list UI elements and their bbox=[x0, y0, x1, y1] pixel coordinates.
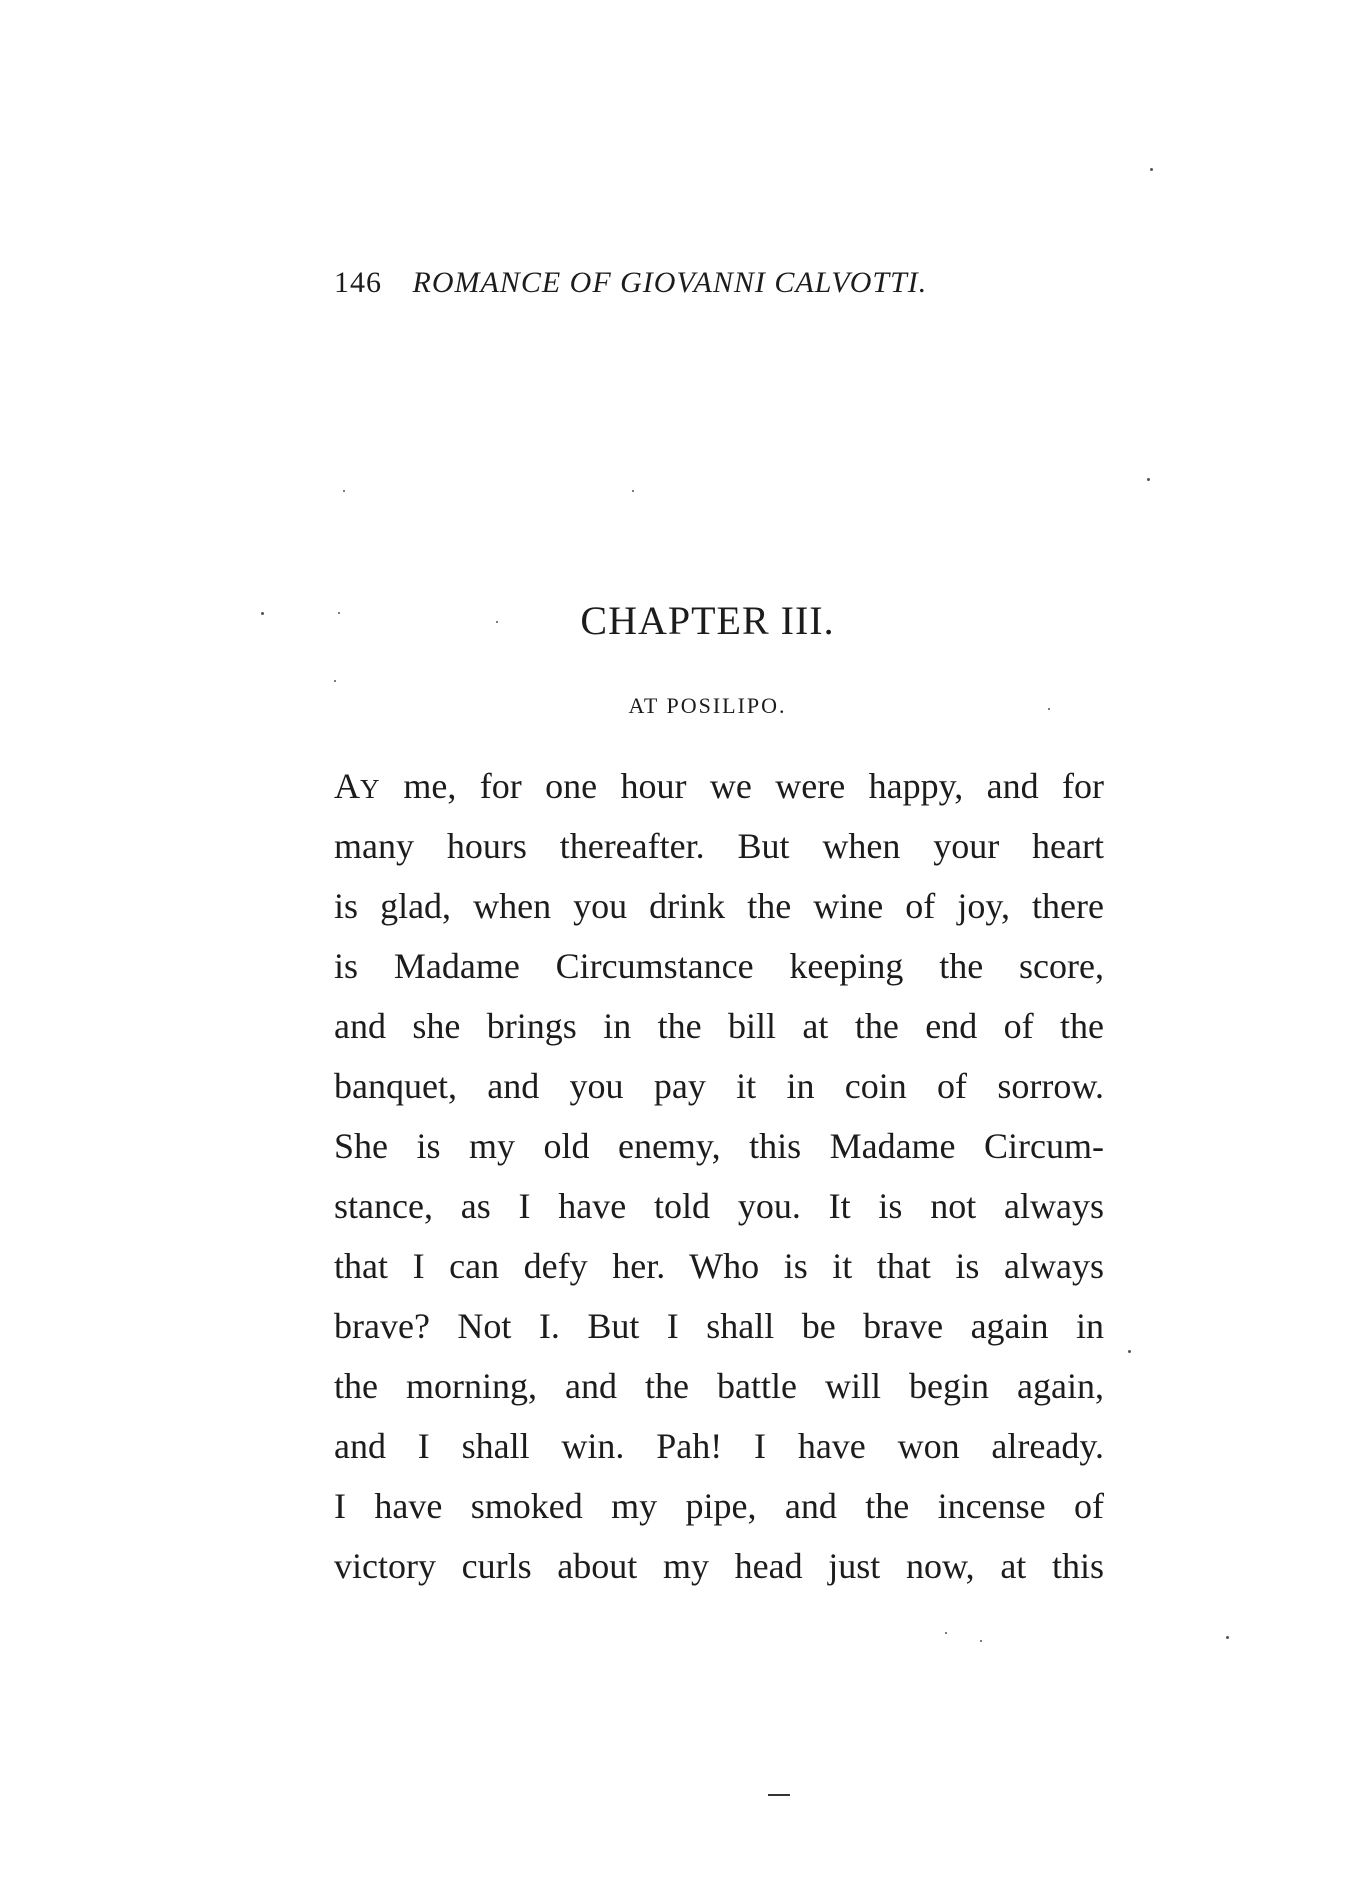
initial-smallcap: Y bbox=[360, 774, 380, 804]
body-line-text: me, for one hour we were happy, and for bbox=[380, 766, 1104, 806]
scan-speck bbox=[496, 621, 498, 623]
bottom-dash bbox=[768, 1794, 790, 1796]
body-line: stance, as I have told you. It is not always bbox=[334, 1186, 1104, 1226]
page-number: 146 bbox=[334, 266, 382, 299]
body-line: is glad, when you drink the wine of joy, there bbox=[334, 886, 1104, 926]
body-line: many hours thereafter. But when your heart bbox=[334, 826, 1104, 866]
scan-speck bbox=[343, 490, 345, 492]
scan-speck bbox=[945, 1632, 947, 1634]
chapter-title: CHAPTER III. bbox=[580, 598, 835, 643]
running-head-title: ROMANCE OF GIOVANNI CALVOTTI. bbox=[412, 266, 928, 299]
scan-speck bbox=[980, 1640, 982, 1642]
scan-speck bbox=[1048, 708, 1050, 710]
body-line: brave? Not I. But I shall be brave again in bbox=[334, 1306, 1104, 1346]
drop-initial: A bbox=[334, 766, 360, 806]
running-head bbox=[334, 266, 927, 300]
body-line: and I shall win. Pah! I have won already. bbox=[334, 1426, 1104, 1466]
body-line: that I can defy her. Who is it that is always bbox=[334, 1246, 1104, 1286]
scan-speck bbox=[338, 612, 340, 614]
body-line-first bbox=[334, 756, 1104, 816]
body-line: banquet, and you pay it in coin of sorrow. bbox=[334, 1066, 1104, 1106]
scan-speck bbox=[1147, 478, 1150, 481]
scan-speck bbox=[334, 680, 336, 682]
body-line: and she brings in the bill at the end of the bbox=[334, 1006, 1104, 1046]
scan-speck bbox=[1226, 1636, 1229, 1639]
scan-speck bbox=[1150, 168, 1153, 171]
scan-speck bbox=[632, 490, 634, 492]
body-line: She is my old enemy, this Madame Circum- bbox=[334, 1126, 1104, 1166]
body-line: victory curls about my head just now, at this bbox=[334, 1546, 1104, 1586]
body-line: the morning, and the battle will begin again, bbox=[334, 1366, 1104, 1406]
body-text bbox=[334, 756, 1104, 1596]
scan-speck bbox=[1128, 1350, 1131, 1353]
scan-speck bbox=[261, 612, 264, 615]
body-line: is Madame Circumstance keeping the score, bbox=[334, 946, 1104, 986]
body-line: I have smoked my pipe, and the incense of bbox=[334, 1486, 1104, 1526]
chapter-subtitle: AT POSILIPO. bbox=[628, 693, 787, 718]
